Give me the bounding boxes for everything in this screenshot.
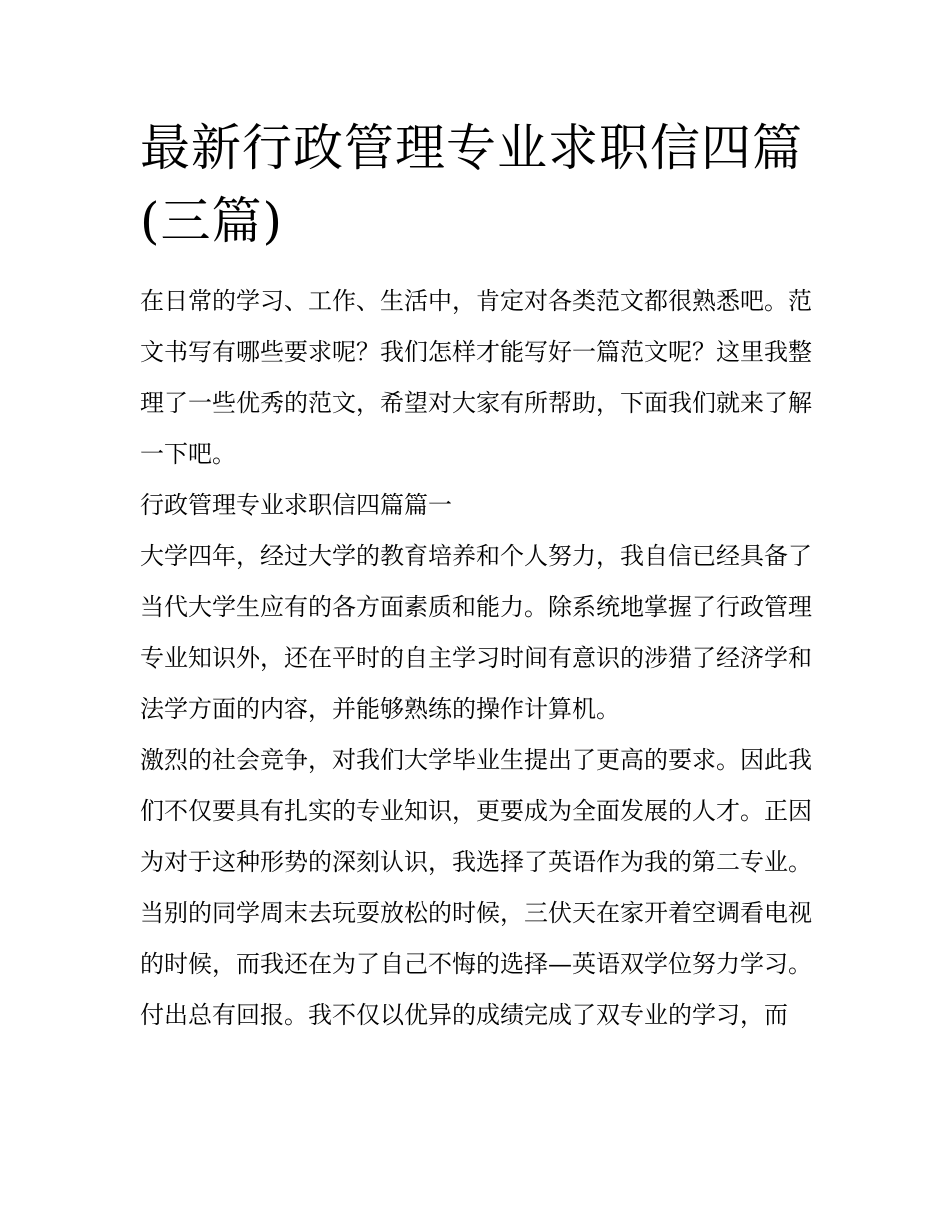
paragraph-results: 付出总有回报。我不仅以优异的成绩完成了双专业的学习，而: [140, 1001, 788, 1029]
section-heading: 行政管理专业求职信四篇篇一: [140, 491, 452, 519]
paragraph-education: 大学四年，经过大学的教育培养和个人努力，我自信已经具备了当代大学生应有的各方面素质和能力。除系统地掌握了行政管理专业知识外，还在平时的自主学习时间有意识的涉猎了经济学和法学方面的内容，并能够熟练的操作计算机。: [140, 542, 812, 723]
document-body: [140, 276, 820, 1041]
paragraph-competition: 激烈的社会竞争，对我们大学毕业生提出了更高的要求。因此我们不仅要具有扎实的专业知识，更要成为全面发展的人才。正因为对于这种形势的深刻认识，我选择了英语作为我的第二专业。当别的同学周末去玩耍放松的时候，三伏天在家开着空调看电视的时候，而我还在为了自己不悔的选择—英语双学位努力学习。: [140, 746, 812, 978]
document-title: 最新行政管理专业求职信四篇(三篇): [140, 119, 803, 250]
paragraph-intro: 在日常的学习、工作、生活中，肯定对各类范文都很熟悉吧。范文书写有哪些要求呢？我们怎样才能写好一篇范文呢？这里我整理了一些优秀的范文，希望对大家有所帮助，下面我们就来了解一下吧。: [140, 287, 812, 468]
